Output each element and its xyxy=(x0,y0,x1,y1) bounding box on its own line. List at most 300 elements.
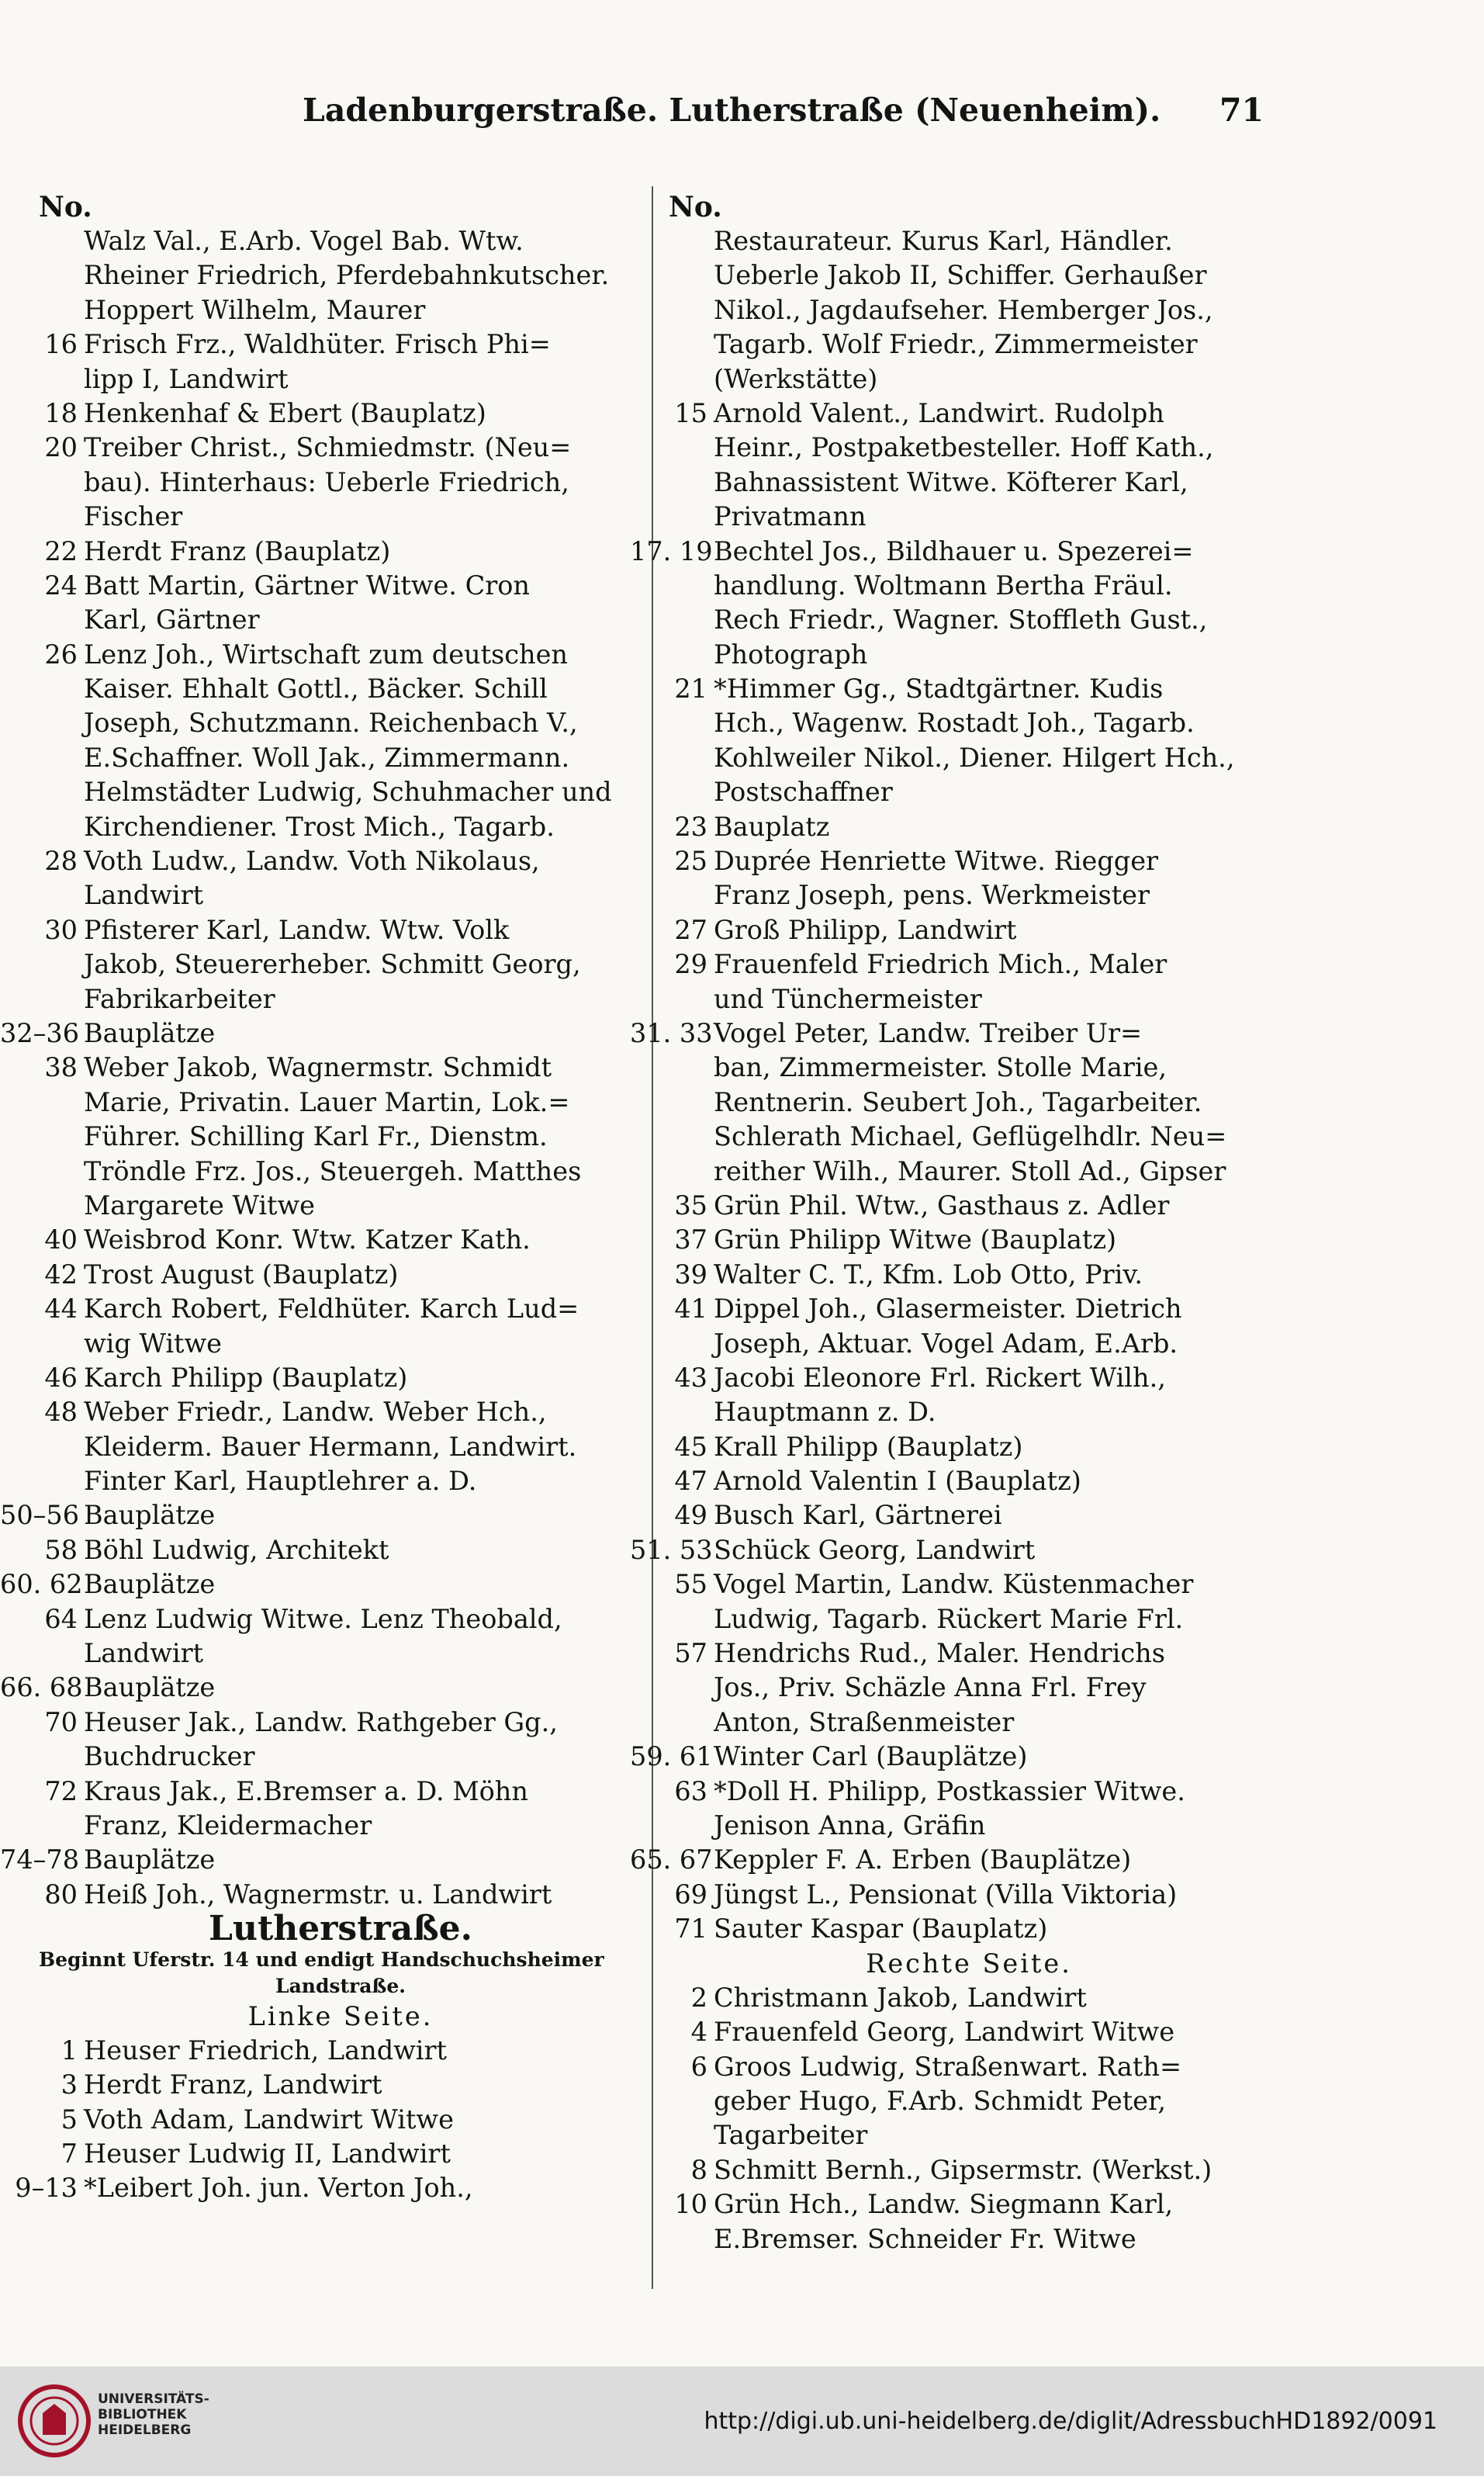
house-number: 48 xyxy=(44,1397,78,1428)
entry-text: Weber Jakob, Wagnermstr. Schmidt xyxy=(84,1052,552,1083)
directory-entry-line xyxy=(39,362,642,397)
entry-text: Weisbrod Konr. Wtw. Katzer Kath. xyxy=(84,1224,531,1255)
entry-text: Bauplätze xyxy=(84,1500,216,1531)
house-number: 46 xyxy=(44,1362,78,1393)
house-number: 40 xyxy=(44,1224,78,1255)
entry-text: wig Witwe xyxy=(84,1328,223,1359)
entry-text: Anton, Straßenmeister xyxy=(714,1706,1015,1737)
entry-text: Walz Val., E.Arb. Vogel Bab. Wtw. xyxy=(84,226,524,256)
house-number: 44 xyxy=(44,1293,78,1325)
entry-text: Kaiser. Ehhalt Gottl., Bäcker. Schill xyxy=(84,674,548,705)
directory-entry-line xyxy=(669,1775,1269,1809)
directory-entry-line xyxy=(0,1843,642,1877)
directory-entry-line xyxy=(669,913,1269,947)
entry-text: *Doll H. Philipp, Postkassier Witwe. xyxy=(714,1775,1185,1806)
directory-entry-line xyxy=(39,397,642,431)
directory-entry-line xyxy=(669,224,1269,258)
directory-entry-line xyxy=(39,1189,642,1223)
directory-entry-line xyxy=(15,2171,642,2205)
house-number: 69 xyxy=(674,1879,707,1910)
entry-text: Kleiderm. Bauer Hermann, Landwirt. xyxy=(84,1431,577,1462)
house-number: 1 xyxy=(61,2034,78,2066)
directory-entry-line xyxy=(669,2222,1269,2256)
side-heading xyxy=(39,2000,642,2034)
entry-text: Trost August (Bauplatz) xyxy=(84,1259,399,1290)
house-number: 74–78 xyxy=(0,1844,80,1875)
house-number: 32–36 xyxy=(0,1017,80,1048)
directory-entry-line xyxy=(669,1120,1269,1154)
directory-entry-line xyxy=(669,569,1269,603)
entry-text: Grün Hch., Landw. Siegmann Karl, xyxy=(714,2189,1174,2220)
house-number: 43 xyxy=(674,1362,707,1393)
directory-entry-line xyxy=(39,466,642,500)
entry-text: Walter C. T., Kfm. Lob Otto, Priv. xyxy=(714,1259,1143,1290)
directory-entry-line xyxy=(39,2034,642,2068)
directory-entry-line xyxy=(39,1395,642,1429)
directory-entry-line xyxy=(39,1878,642,1912)
entry-text: Jos., Priv. Schäzle Anna Frl. Frey xyxy=(714,1672,1147,1703)
house-number: 9–13 xyxy=(15,2173,78,2204)
house-number: 57 xyxy=(674,1638,707,1669)
entry-text: Vogel Martin, Landw. Küstenmacher xyxy=(714,1569,1194,1600)
directory-entry-line xyxy=(669,844,1269,878)
house-number: 72 xyxy=(44,1775,78,1806)
directory-entry-line xyxy=(39,1051,642,1085)
entry-text: Heiß Joh., Wagnermstr. u. Landwirt xyxy=(84,1879,552,1910)
directory-entry-line xyxy=(669,2153,1269,2187)
house-number: 31. 33 xyxy=(630,1017,713,1048)
entry-text: Jüngst L., Pensionat (Villa Viktoria) xyxy=(714,1879,1178,1910)
entry-text: Keppler F. A. Erben (Bauplätze) xyxy=(714,1844,1132,1875)
entry-text: Fischer xyxy=(84,501,183,532)
entry-text: Joseph, Schutzmann. Reichenbach V., xyxy=(84,708,578,739)
directory-entry-line xyxy=(669,1051,1269,1085)
directory-entry-line xyxy=(39,1464,642,1498)
house-number: 39 xyxy=(674,1259,707,1290)
directory-entry-line xyxy=(39,258,642,293)
house-number: 4 xyxy=(690,2017,707,2048)
directory-entry-line xyxy=(39,327,642,362)
entry-text: Winter Carl (Bauplätze) xyxy=(714,1741,1028,1772)
directory-entry-line xyxy=(669,1086,1269,1120)
directory-entry-line xyxy=(669,1327,1269,1361)
directory-entry-line xyxy=(39,638,642,672)
directory-entry-line xyxy=(39,2137,642,2171)
entry-text: Nikol., Jagdaufseher. Hemberger Jos., xyxy=(714,294,1213,325)
directory-entry-line xyxy=(630,1843,1269,1877)
directory-entry-line xyxy=(669,1189,1269,1223)
directory-entry-line xyxy=(669,2187,1269,2221)
directory-entry-line xyxy=(39,2103,642,2137)
entry-text: Ueberle Jakob II, Schiffer. Gerhaußer xyxy=(714,260,1207,291)
entry-text: Christmann Jakob, Landwirt xyxy=(714,1982,1087,2013)
entry-text: Joseph, Aktuar. Vogel Adam, E.Arb. xyxy=(714,1328,1178,1359)
entry-text: *Leibert Joh. jun. Verton Joh., xyxy=(84,2173,473,2204)
house-number: 8 xyxy=(690,2154,707,2185)
entry-text: Restaurateur. Kurus Karl, Händler. xyxy=(714,226,1173,256)
entry-text: Henkenhaf & Ebert (Bauplatz) xyxy=(84,397,486,428)
entry-text: Bauplätze xyxy=(84,1569,216,1600)
entry-text: bau). Hinterhaus: Ueberle Friedrich, xyxy=(84,466,569,497)
directory-entry-line xyxy=(39,1636,642,1671)
directory-entry-line xyxy=(669,1567,1269,1602)
directory-entry-line xyxy=(39,431,642,465)
directory-entry-line xyxy=(39,603,642,637)
entry-text: Grün Phil. Wtw., Gasthaus z. Adler xyxy=(714,1190,1170,1221)
library-name-line: UNIVERSITÄTS- xyxy=(98,2391,209,2407)
entry-text: Rech Friedr., Wagner. Stoffleth Gust., xyxy=(714,604,1208,635)
entry-text: Franz Joseph, pens. Werkmeister xyxy=(714,880,1150,911)
directory-entry-line xyxy=(669,1636,1269,1671)
directory-entry-line xyxy=(630,1533,1269,1567)
house-number: 29 xyxy=(674,949,707,980)
directory-entry-line xyxy=(669,2015,1269,2049)
house-number: 50–56 xyxy=(0,1500,80,1531)
directory-entry-line xyxy=(669,1498,1269,1532)
entry-text: Tröndle Frz. Jos., Steuergeh. Matthes xyxy=(84,1155,582,1186)
directory-entry-line xyxy=(669,603,1269,637)
directory-entry-line xyxy=(669,1705,1269,1740)
entry-text: Herdt Franz, Landwirt xyxy=(84,2069,382,2100)
entry-text: Kohlweiler Nikol., Diener. Hilgert Hch., xyxy=(714,742,1235,773)
directory-entry-line xyxy=(669,741,1269,775)
directory-entry-line xyxy=(669,982,1269,1016)
directory-entry-line xyxy=(669,1671,1269,1705)
entry-text: Landwirt xyxy=(84,1638,204,1669)
entry-text: Grün Philipp Witwe (Bauplatz) xyxy=(714,1224,1117,1255)
entry-text: Karch Philipp (Bauplatz) xyxy=(84,1362,408,1393)
directory-entry-line xyxy=(39,706,642,740)
directory-entry-line xyxy=(669,1223,1269,1257)
library-seal-icon xyxy=(16,2382,93,2460)
entry-text: Karch Robert, Feldhüter. Karch Lud= xyxy=(84,1293,579,1325)
entry-text: Bauplätze xyxy=(84,1844,216,1875)
entry-text: Karl, Gärtner xyxy=(84,604,260,635)
entry-text: Bauplätze xyxy=(84,1017,216,1048)
house-number: 2 xyxy=(690,1982,707,2013)
entry-text: Heuser Jak., Landw. Rathgeber Gg., xyxy=(84,1706,558,1737)
entry-text: Schlerath Michael, Geflügelhdlr. Neu= xyxy=(714,1121,1227,1152)
entry-text: Frisch Frz., Waldhüter. Frisch Phi= xyxy=(84,329,551,360)
house-number: 3 xyxy=(61,2069,78,2100)
house-number: 80 xyxy=(44,1879,78,1910)
right-column xyxy=(630,190,1269,2256)
side-heading xyxy=(669,1947,1269,1981)
directory-entry-line xyxy=(39,1292,642,1326)
house-number: 18 xyxy=(44,397,78,428)
house-number: 63 xyxy=(674,1775,707,1806)
house-number: 24 xyxy=(44,570,78,601)
house-number: 6 xyxy=(690,2051,707,2082)
directory-entry-line xyxy=(669,1155,1269,1189)
entry-text: Jenison Anna, Gräfin xyxy=(714,1809,986,1841)
directory-entry-line xyxy=(630,1740,1269,1774)
entry-text: Jacobi Eleonore Frl. Rickert Wilh., xyxy=(714,1362,1166,1393)
entry-text: Lenz Ludwig Witwe. Lenz Theobald, xyxy=(84,1603,562,1634)
entry-text: Margarete Witwe xyxy=(84,1190,315,1221)
directory-entry-line xyxy=(669,706,1269,740)
entry-text: Arnold Valentin I (Bauplatz) xyxy=(714,1466,1081,1497)
entry-text: Voth Ludw., Landw. Voth Nikolaus, xyxy=(84,846,540,877)
directory-entry-line xyxy=(669,1981,1269,2015)
entry-text: Vogel Peter, Landw. Treiber Ur= xyxy=(714,1017,1143,1048)
side-label: Linke Seite. xyxy=(247,2000,434,2031)
entry-text: Frauenfeld Friedrich Mich., Maler xyxy=(714,949,1167,980)
directory-entry-line xyxy=(0,1671,642,1705)
house-number: 20 xyxy=(44,432,78,463)
entry-text: Heuser Friedrich, Landwirt xyxy=(84,2034,448,2066)
viewer-footer xyxy=(0,2367,1484,2476)
library-name xyxy=(98,2391,209,2438)
source-url-link[interactable]: http://digi.ub.uni-heidelberg.de/diglit/AdressbuchHD1892/0091 xyxy=(704,2408,1437,2435)
entry-text: Herdt Franz (Bauplatz) xyxy=(84,535,391,566)
directory-entry-line xyxy=(39,293,642,327)
entry-text: Pfisterer Karl, Landw. Wtw. Volk xyxy=(84,914,510,945)
directory-entry-line xyxy=(39,844,642,878)
directory-entry-line xyxy=(669,431,1269,465)
entry-text: Bauplätze xyxy=(84,1672,216,1703)
directory-entry-line xyxy=(669,1912,1269,1946)
page-number: 71 xyxy=(1219,92,1264,129)
entry-text: Hch., Wagenw. Rostadt Joh., Tagarb. xyxy=(714,708,1195,739)
directory-entry-line xyxy=(39,2068,642,2102)
street-description: Landstraße. xyxy=(275,1974,406,1997)
house-number: 64 xyxy=(44,1603,78,1634)
entry-text: ban, Zimmermeister. Stolle Marie, xyxy=(714,1052,1167,1083)
house-number: 10 xyxy=(674,2189,707,2220)
entry-text: Landwirt xyxy=(84,880,204,911)
directory-entry-line xyxy=(39,1533,642,1567)
entry-text: Heuser Ludwig II, Landwirt xyxy=(84,2138,451,2170)
number-column-label: No. xyxy=(39,191,92,223)
directory-entry-line xyxy=(669,775,1269,809)
directory-entry-line xyxy=(39,1086,642,1120)
entry-text: Böhl Ludwig, Architekt xyxy=(84,1534,389,1565)
directory-entry-line xyxy=(669,2084,1269,2118)
directory-entry-line xyxy=(669,327,1269,362)
directory-entry-line xyxy=(39,569,642,603)
entry-text: und Tünchermeister xyxy=(714,983,982,1014)
house-number: 22 xyxy=(44,535,78,566)
directory-entry-line xyxy=(669,1258,1269,1292)
directory-entry-line xyxy=(669,672,1269,706)
house-number: 51. 53 xyxy=(630,1534,713,1565)
directory-entry-line xyxy=(39,1327,642,1361)
directory-entry-line xyxy=(0,1567,642,1602)
street-title: Lutherstraße. xyxy=(209,1909,472,1949)
house-number: 37 xyxy=(674,1224,707,1255)
house-number: 23 xyxy=(674,811,707,842)
entry-text: Busch Karl, Gärtnerei xyxy=(714,1500,1002,1531)
entry-text: Führer. Schilling Karl Fr., Dienstm. xyxy=(84,1121,548,1152)
entry-text: Schmitt Bernh., Gipsermstr. (Werkst.) xyxy=(714,2154,1212,2185)
directory-entry-line xyxy=(39,913,642,947)
house-number: 71 xyxy=(674,1913,707,1944)
entry-text: geber Hugo, F.Arb. Schmidt Peter, xyxy=(714,2086,1166,2117)
entry-text: Marie, Privatin. Lauer Martin, Lok.= xyxy=(84,1086,570,1117)
street-description-line xyxy=(39,1947,642,1973)
entry-text: Bauplatz xyxy=(714,811,830,842)
house-number: 45 xyxy=(674,1431,707,1462)
right-entries xyxy=(630,224,1269,1947)
entry-text: Hoppert Wilhelm, Maurer xyxy=(84,294,426,325)
entry-text: Franz, Kleidermacher xyxy=(84,1809,372,1841)
entry-text: Groos Ludwig, Straßenwart. Rath= xyxy=(714,2051,1182,2082)
directory-entry-line xyxy=(630,535,1269,569)
directory-entry-line xyxy=(39,1430,642,1464)
entry-text: reither Wilh., Maurer. Stoll Ad., Gipser xyxy=(714,1155,1226,1186)
entry-text: Groß Philipp, Landwirt xyxy=(714,914,1017,945)
directory-entry-line xyxy=(669,1464,1269,1498)
directory-entry-line xyxy=(39,947,642,982)
house-number: 28 xyxy=(44,846,78,877)
entry-text: (Werkstätte) xyxy=(714,363,878,394)
directory-entry-line xyxy=(669,638,1269,672)
directory-entry-line xyxy=(669,1292,1269,1326)
entry-text: Privatmann xyxy=(714,501,867,532)
directory-entry-line xyxy=(669,466,1269,500)
directory-entry-line xyxy=(669,362,1269,397)
directory-entry-line xyxy=(39,224,642,258)
directory-entry-line xyxy=(0,1016,642,1051)
directory-entry-line xyxy=(669,878,1269,912)
directory-entry-line xyxy=(669,397,1269,431)
house-number: 17. 19 xyxy=(630,535,713,566)
house-number: 47 xyxy=(674,1466,707,1497)
house-number: 21 xyxy=(674,674,707,705)
directory-entry-line xyxy=(669,1809,1269,1843)
street-heading xyxy=(39,1909,642,1949)
entry-text: Batt Martin, Gärtner Witwe. Cron xyxy=(84,570,530,601)
left-entries xyxy=(0,224,642,1912)
entry-text: Tagarb. Wolf Friedr., Zimmermeister xyxy=(714,329,1198,360)
directory-entry-line xyxy=(39,741,642,775)
directory-entry-line xyxy=(669,258,1269,293)
house-number: 16 xyxy=(44,329,78,360)
house-number: 55 xyxy=(674,1569,707,1600)
page-header xyxy=(0,92,1484,146)
directory-entry-line xyxy=(669,1878,1269,1912)
directory-entry-line xyxy=(669,2050,1269,2084)
entry-text: Kraus Jak., E.Bremser a. D. Möhn xyxy=(84,1775,528,1806)
entry-text: Bechtel Jos., Bildhauer u. Spezerei= xyxy=(714,535,1194,566)
entry-text: handlung. Woltmann Bertha Fräul. xyxy=(714,570,1173,601)
entry-text: Sauter Kaspar (Bauplatz) xyxy=(714,1913,1048,1944)
directory-entry-line xyxy=(39,878,642,912)
directory-entry-line xyxy=(39,1223,642,1257)
entry-text: Weber Friedr., Landw. Weber Hch., xyxy=(84,1397,547,1428)
directory-entry-line xyxy=(39,1258,642,1292)
entry-text: Jakob, Steuererheber. Schmitt Georg, xyxy=(84,949,581,980)
directory-entry-line xyxy=(669,500,1269,534)
entry-text: Photograph xyxy=(714,639,868,670)
directory-entry-line xyxy=(669,2118,1269,2152)
directory-entry-line xyxy=(39,1361,642,1395)
number-column-label: No. xyxy=(669,191,722,223)
directory-entry-line xyxy=(630,1016,1269,1051)
entry-text: Schück Georg, Landwirt xyxy=(714,1534,1036,1565)
street-description-line xyxy=(39,1973,642,2000)
directory-entry-line xyxy=(669,1430,1269,1464)
entry-text: Ludwig, Tagarb. Rückert Marie Frl. xyxy=(714,1603,1184,1634)
entry-text: Bahnassistent Witwe. Köfterer Karl, xyxy=(714,466,1188,497)
entry-text: Heinr., Postpaketbesteller. Hoff Kath., xyxy=(714,432,1214,463)
entry-text: Postschaffner xyxy=(714,777,893,808)
entry-text: Dippel Joh., Glasermeister. Dietrich xyxy=(714,1293,1182,1325)
house-number: 38 xyxy=(44,1052,78,1083)
column-divider xyxy=(652,186,653,2289)
directory-entry-line xyxy=(669,1602,1269,1636)
street-description: Beginnt Uferstr. 14 und endigt Handschuchsheimer xyxy=(39,1948,604,1971)
house-number: 15 xyxy=(674,397,707,428)
directory-entry-line xyxy=(39,1809,642,1843)
directory-entry-line xyxy=(39,1775,642,1809)
directory-entry-line xyxy=(669,1361,1269,1395)
directory-entry-line xyxy=(39,1120,642,1154)
entry-text: Helmstädter Ludwig, Schuhmacher und xyxy=(84,777,612,808)
directory-entry-line xyxy=(669,947,1269,982)
entry-text: Duprée Henriette Witwe. Riegger xyxy=(714,846,1159,877)
entry-text: Tagarbeiter xyxy=(714,2120,868,2151)
directory-entry-line xyxy=(39,982,642,1016)
house-number: 25 xyxy=(674,846,707,877)
house-number: 41 xyxy=(674,1293,707,1325)
entry-text: E.Schaffner. Woll Jak., Zimmermann. xyxy=(84,742,570,773)
right-entries-2 xyxy=(669,1981,1269,2256)
entry-text: lipp I, Landwirt xyxy=(84,363,289,394)
directory-entry-line xyxy=(39,1740,642,1774)
directory-entry-line xyxy=(39,775,642,809)
library-name-line: BIBLIOTHEK xyxy=(98,2407,187,2422)
left-column xyxy=(0,190,642,2206)
entry-text: E.Bremser. Schneider Fr. Witwe xyxy=(714,2223,1136,2254)
entry-text: Hauptmann z. D. xyxy=(714,1397,936,1428)
library-name-line: HEIDELBERG xyxy=(98,2422,192,2438)
house-number: 70 xyxy=(44,1706,78,1737)
house-number: 30 xyxy=(44,914,78,945)
entry-text: Buchdrucker xyxy=(84,1741,255,1772)
house-number: 26 xyxy=(44,639,78,670)
entry-text: Treiber Christ., Schmiedmstr. (Neu= xyxy=(84,432,572,463)
house-number: 5 xyxy=(61,2104,78,2135)
directory-entry-line xyxy=(0,1498,642,1532)
directory-entry-line xyxy=(669,1395,1269,1429)
left-entries-2 xyxy=(15,2034,642,2206)
entry-text: Voth Adam, Landwirt Witwe xyxy=(84,2104,454,2135)
entry-text: Kirchendiener. Trost Mich., Tagarb. xyxy=(84,811,555,842)
directory-entry-line xyxy=(39,535,642,569)
house-number: 27 xyxy=(674,914,707,945)
house-number: 65. 67 xyxy=(630,1844,713,1875)
house-number: 7 xyxy=(61,2138,78,2170)
house-number: 35 xyxy=(674,1190,707,1221)
house-number: 58 xyxy=(44,1534,78,1565)
running-title: Ladenburgerstraße. Lutherstraße (Neuenheim). xyxy=(303,92,1161,129)
entry-text: Hendrichs Rud., Maler. Hendrichs xyxy=(714,1638,1165,1669)
side-label: Rechte Seite. xyxy=(866,1948,1072,1979)
directory-entry-line xyxy=(39,1155,642,1189)
entry-text: Arnold Valent., Landwirt. Rudolph xyxy=(714,397,1164,428)
entry-text: Finter Karl, Hauptlehrer a. D. xyxy=(84,1466,477,1497)
entry-text: Rheiner Friedrich, Pferdebahnkutscher. xyxy=(84,260,610,291)
entry-text: Frauenfeld Georg, Landwirt Witwe xyxy=(714,2017,1175,2048)
directory-entry-line xyxy=(669,810,1269,844)
house-number: 42 xyxy=(44,1259,78,1290)
directory-entry-line xyxy=(39,672,642,706)
entry-text: Lenz Joh., Wirtschaft zum deutschen xyxy=(84,639,568,670)
directory-entry-line xyxy=(39,810,642,844)
house-number: 49 xyxy=(674,1500,707,1531)
